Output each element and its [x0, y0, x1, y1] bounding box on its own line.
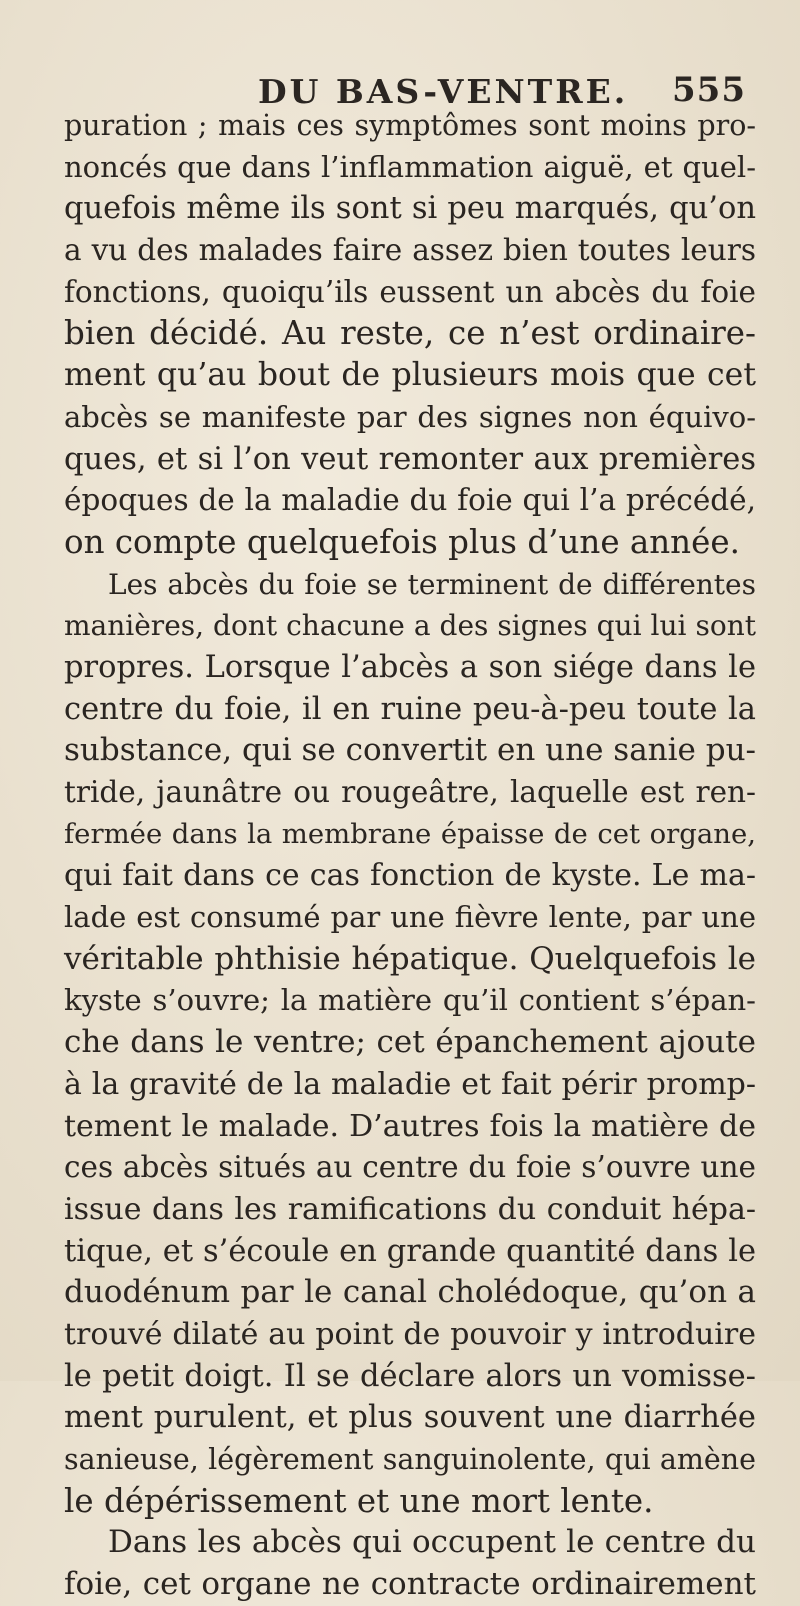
- paragraph-end-line: on compte quelquefois plus d’une année.: [64, 522, 740, 561]
- text-line: tride, jaunâtre ou rougeâtre, laquelle est ren-: [64, 775, 756, 809]
- text-line: che dans le ventre; cet épanchement ajoute: [64, 1024, 756, 1061]
- text-line: abcès se manifeste par des signes non équivo-: [64, 399, 756, 434]
- text-line: issue dans les ramifications du conduit hépa-: [64, 1191, 756, 1227]
- text-line: ment purulent, et plus souvent une diarrhée: [64, 1400, 756, 1436]
- paragraph-end-line: le dépérissement et une mort lente.: [64, 1481, 654, 1520]
- paragraph-start-line: Dans les abcès qui occupent le centre du: [108, 1524, 756, 1561]
- text-line: fermée dans la membrane épaisse de cet organe,: [64, 817, 756, 850]
- text-line: quefois même ils sont si peu marqués, qu’on: [64, 191, 756, 227]
- text-line: tement le malade. D’autres fois la matière de: [64, 1108, 756, 1144]
- text-line: bien décidé. Au reste, ce n’est ordinaire-: [64, 314, 756, 353]
- text-line: le petit doigt. Il se déclare alors un vomisse-: [64, 1358, 756, 1394]
- text-line: noncés que dans l’inflammation aiguë, et quel-: [64, 149, 756, 184]
- text-line: tique, et s’écoule en grande quantité dans le: [64, 1233, 756, 1269]
- text-line: ment qu’au bout de plusieurs mois que cet: [64, 357, 756, 394]
- text-line: substance, qui se convertit en une sanie pu-: [64, 732, 757, 769]
- text-line: à la gravité de la maladie et fait périr promp-: [64, 1066, 756, 1102]
- text-line: centre du foie, il en ruine peu-à-peu toute la: [64, 691, 756, 727]
- page-number: 555: [672, 70, 746, 110]
- text-line: kyste s’ouvre; la matière qu’il contient s’épan-: [64, 983, 756, 1018]
- text-line: ques, et si l’on veut remonter aux premières: [64, 441, 756, 477]
- running-head: DU BAS-VENTRE.: [258, 72, 629, 111]
- text-line: fonctions, quoiqu’ils eussent un abcès du foie: [64, 274, 756, 309]
- text-line: sanieuse, légèrement sanguinolente, qui amène: [64, 1443, 756, 1476]
- text-line: puration ; mais ces symptômes sont moins pro-: [64, 109, 756, 142]
- text-line: lade est consumé par une fièvre lente, par une: [64, 900, 756, 935]
- text-line: foie, cet organe ne contracte ordinairement: [64, 1566, 756, 1603]
- text-line: véritable phthisie hépatique. Quelquefois le: [64, 940, 756, 977]
- text-line: trouvé dilaté au point de pouvoir y introduire: [64, 1316, 756, 1352]
- text-line: propres. Lorsque l’abcès a son siége dans le: [64, 649, 756, 685]
- paragraph-start-line: Les abcès du foie se terminent de différentes: [108, 567, 756, 601]
- text-line: ces abcès situés au centre du foie s’ouvre une: [64, 1150, 756, 1185]
- text-line: manières, dont chacune a des signes qui lui sont: [64, 609, 756, 643]
- text-line: qui fait dans ce cas fonction de kyste. Le ma-: [64, 858, 756, 894]
- text-line: duodénum par le canal cholédoque, qu’on a: [64, 1274, 756, 1311]
- text-line: époques de la maladie du foie qui l’a précédé,: [64, 483, 756, 518]
- text-line: a vu des malades faire assez bien toutes leurs: [64, 233, 756, 268]
